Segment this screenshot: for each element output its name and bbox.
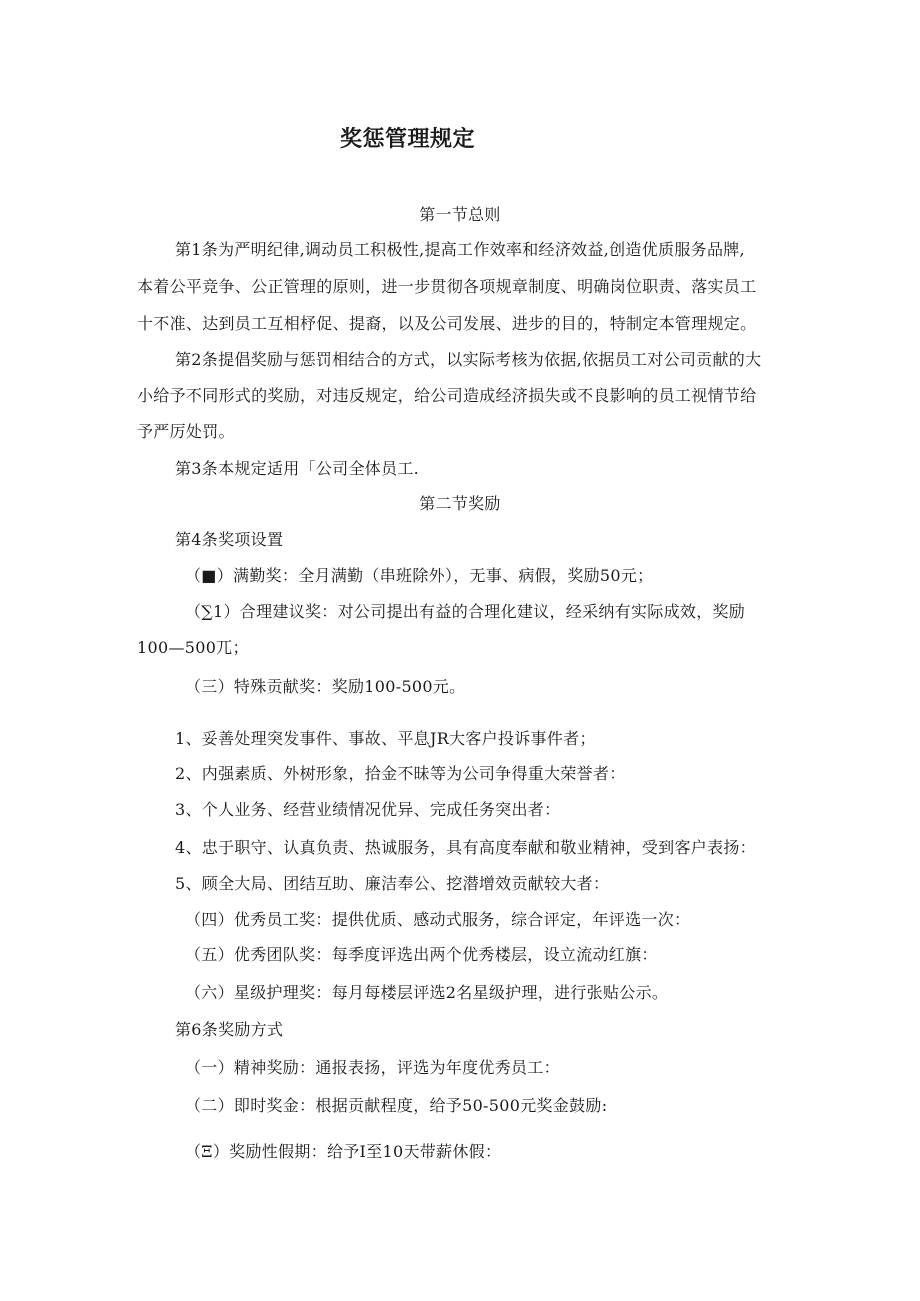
list-item-3: 3、个人业务、经营业绩情况优异、完成任务突出者： <box>175 800 561 819</box>
award-excellent-team: （五）优秀团队奖：每季度评选出两个优秀楼层，设立流动红旗： <box>185 945 658 964</box>
article-2-line-2: 小给予不同形式的奖励，对违反规定，给公司造成经济损失或不良影响的员工视情节给 <box>137 386 757 405</box>
article-3: 第3条本规定适用「公司全体员工. <box>175 459 420 478</box>
award-suggestion-line-2: 100—500兀； <box>137 638 249 657</box>
article-1-line-3: 十不准、达到员工互相杼促、提裔，以及公司发展、进步的目的，特制定本管理规定。 <box>137 314 757 333</box>
award-full-attendance: （■）满勤奖：全月满勤（串班除外），无事、病假，奖励50元； <box>185 566 654 585</box>
award-excellent-employee: （四）优秀员工奖：提供优质、感动式服务，综合评定，年评选一次： <box>185 910 691 929</box>
award-star-nursing: （六）星级护理奖：每月每楼层评选2名星级护理，进行张贴公示。 <box>185 983 669 1002</box>
article-2-line-3: 予严厉处罚。 <box>137 422 235 441</box>
award-suggestion-line-1: （∑1）合理建议奖：对公司提出有益的合理化建议，经采纳有实际成效，奖励 <box>185 602 746 621</box>
article-1-line-2: 本着公平竞争、公正管理的原则，进一步贯彻各项规章制度、明确岗位职责、落实员工 <box>137 277 757 296</box>
list-item-2: 2、内强素质、外树形象，拾金不昧等为公司争得重大荣誉者： <box>175 764 626 783</box>
list-item-5: 5、顾全大局、团结互助、廉洁奉公、挖潜增效贡献较大者： <box>175 874 610 893</box>
section-heading-rewards: 第二节奖励 <box>419 494 501 513</box>
reward-method-spiritual: （一）精神奖励：通报表扬，评选为年度优秀员工： <box>185 1058 560 1077</box>
section-heading-general: 第一节总则 <box>419 205 501 224</box>
article-1-line-1: 第1条为严明纪律,调动员工积极性,提高工作效率和经济效益,创造优质服务品牌, <box>175 240 745 259</box>
article-4-heading: 第4条奖项设置 <box>175 530 284 549</box>
document-title: 奖惩管理规定 <box>340 127 476 152</box>
reward-method-paid-leave: （Ξ）奖励性假期：给予I至10天带薪休假： <box>185 1142 502 1161</box>
reward-method-bonus: （二）即时奖金：根据贡献程度，给予50-500元奖金鼓励: <box>185 1096 608 1115</box>
article-6-heading: 第6条奖励方式 <box>175 1020 284 1039</box>
article-2-line-1: 第2条提倡奖励与惩罚相结合的方式，以实际考核为依据,依据员工对公司贡献的大 <box>175 350 762 369</box>
list-item-1: 1、妥善处理突发事件、事故、平息JR大客户投诉事件者； <box>175 729 596 748</box>
list-item-4: 4、忠于职守、认真负责、热诚服务，具有高度奉献和敬业精神，受到客户表扬： <box>175 838 756 857</box>
award-special-contribution: （三）特殊贡献奖：奖励100-500元。 <box>185 677 466 696</box>
